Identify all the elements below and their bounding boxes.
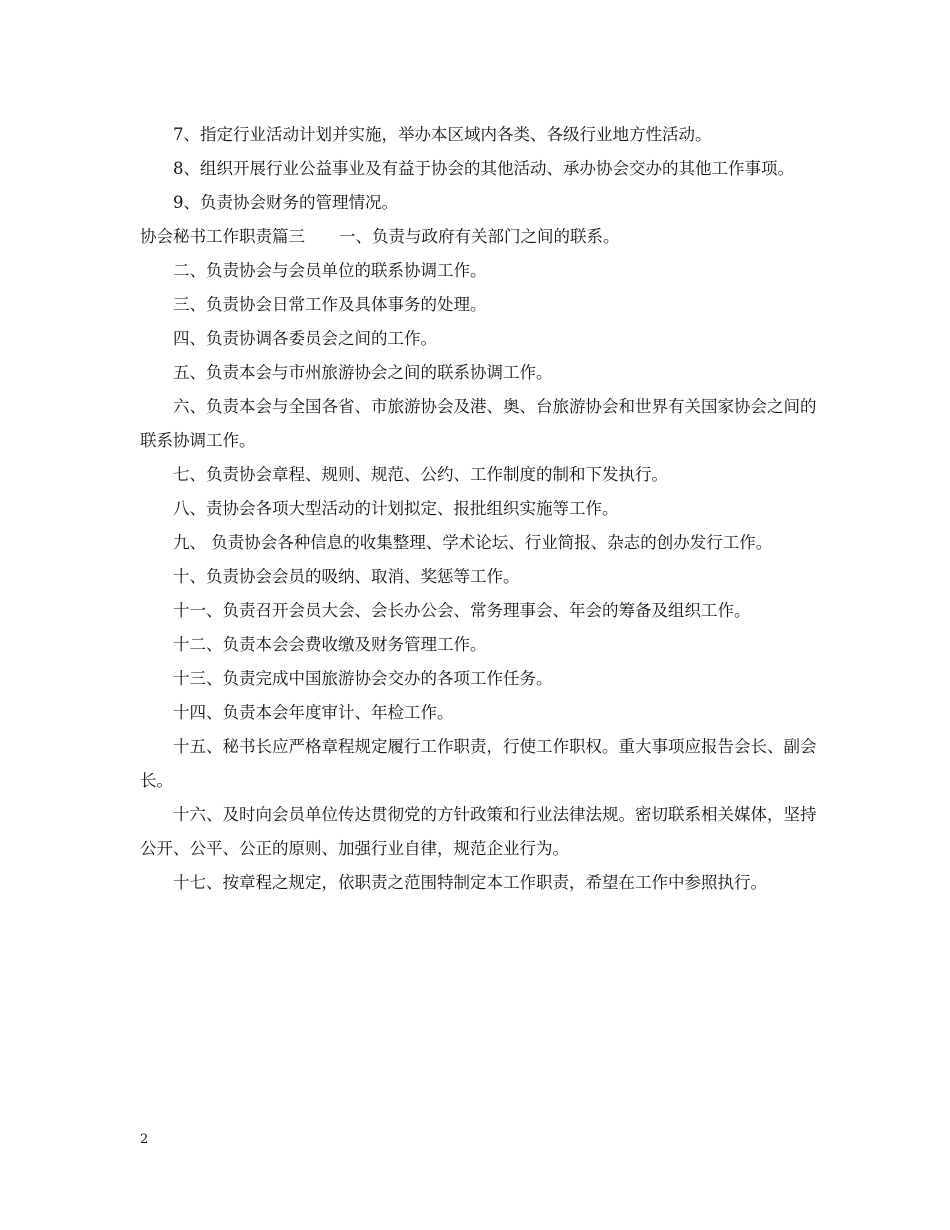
- duty-item-9: 九、 负责协会各种信息的收集整理、学术论坛、行业简报、杂志的创办发行工作。: [173, 533, 773, 552]
- duty-item-12: 十二、负责本会会费收缴及财务管理工作。: [173, 635, 487, 654]
- page-number: 2: [140, 1132, 149, 1147]
- duty-item-13: 十三、负责完成中国旅游协会交办的各项工作任务。: [173, 669, 553, 688]
- paragraph-9: 9、负责协会财务的管理情况。: [173, 193, 398, 212]
- duty-item-4: 四、负责协调各委员会之间的工作。: [173, 329, 437, 348]
- section-title: 协会秘书工作职责篇三: [140, 227, 305, 246]
- duty-item-16: 十六、及时向会员单位传达贯彻党的方针政策和行业法律法规。密切联系相关媒体，坚持公开、公平、公正的原则、加强行业自律，规范企业行为。: [140, 805, 817, 858]
- paragraph-8: 8、组织开展行业公益事业及有益于协会的其他活动、承办协会交办的其他工作事项。: [173, 159, 794, 178]
- duty-item-15: 十五、秘书长应严格章程规定履行工作职责，行使工作职权。重大事项应报告会长、副会长。: [140, 737, 817, 790]
- section-heading-line: [140, 220, 830, 254]
- duty-item-7: 七、负责协会章程、规则、规范、公约、工作制度的制和下发执行。: [173, 465, 668, 484]
- duty-item-6: 六、负责本会与全国各省、市旅游协会及港、奥、台旅游协会和世界有关国家协会之间的联系协调工作。: [140, 397, 817, 450]
- duty-item-17: 十七、按章程之规定，依职责之范围特制定本工作职责，希望在工作中参照执行。: [173, 873, 767, 892]
- duty-item-2: 二、负责协会与会员单位的联系协调工作。: [173, 261, 487, 280]
- duty-item-11: 十一、负责召开会员大会、会长办公会、常务理事会、年会的筹备及组织工作。: [173, 601, 751, 620]
- duty-item-10: 十、负责协会会员的吸纳、取消、奖惩等工作。: [173, 567, 520, 586]
- duty-item-8: 八、责协会各项大型活动的计划拟定、报批组织实施等工作。: [173, 499, 619, 518]
- paragraph-7: 7、指定行业活动计划并实施，举办本区域内各类、各级行业地方性活动。: [173, 125, 712, 144]
- duty-item-3: 三、负责协会日常工作及具体事务的处理。: [173, 295, 487, 314]
- section-first-item: 一、负责与政府有关部门之间的联系。: [339, 227, 620, 246]
- document-body: [140, 118, 830, 900]
- duty-item-14: 十四、负责本会年度审计、年检工作。: [173, 703, 454, 722]
- duty-item-5: 五、负责本会与市州旅游协会之间的联系协调工作。: [173, 363, 553, 382]
